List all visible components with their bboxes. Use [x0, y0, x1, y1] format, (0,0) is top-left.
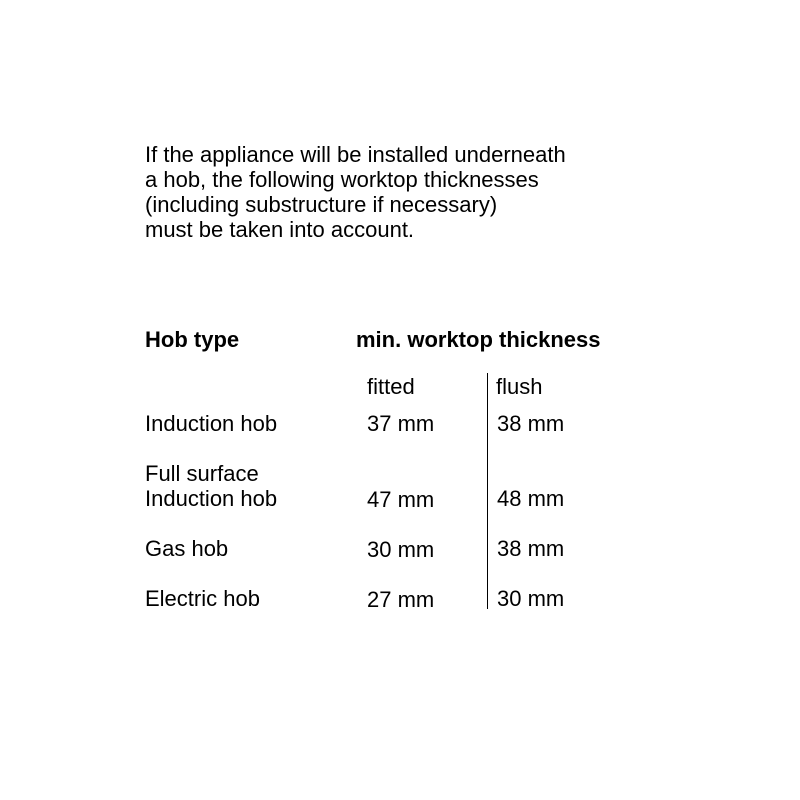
header-min-worktop-thickness: min. worktop thickness	[356, 327, 601, 352]
row-hob-type: Induction hob	[145, 486, 278, 511]
intro-paragraph	[145, 142, 705, 242]
intro-line: must be taken into account.	[145, 217, 415, 242]
row-flush-value: 48 mm	[497, 486, 565, 511]
row-fitted-value: 27 mm	[367, 587, 435, 612]
row-hob-type: Gas hob	[145, 536, 229, 561]
row-flush-value: 38 mm	[497, 411, 565, 436]
row-fitted-value: 30 mm	[367, 537, 435, 562]
column-divider	[487, 373, 488, 609]
row-fitted-value: 47 mm	[367, 487, 435, 512]
header-hob-type: Hob type	[145, 327, 240, 352]
subheader-fitted: fitted	[367, 374, 415, 399]
intro-line: a hob, the following worktop thicknesses	[145, 167, 539, 192]
row-hob-type: Induction hob	[145, 411, 278, 436]
row-flush-value: 38 mm	[497, 536, 565, 561]
subheader-flush: flush	[496, 374, 543, 399]
row-hob-type: Full surface	[145, 461, 259, 486]
row-hob-type: Electric hob	[145, 586, 260, 611]
intro-line: If the appliance will be installed underneath	[145, 142, 566, 167]
intro-line: (including substructure if necessary)	[145, 192, 498, 217]
row-fitted-value: 37 mm	[367, 411, 435, 436]
row-flush-value: 30 mm	[497, 586, 565, 611]
